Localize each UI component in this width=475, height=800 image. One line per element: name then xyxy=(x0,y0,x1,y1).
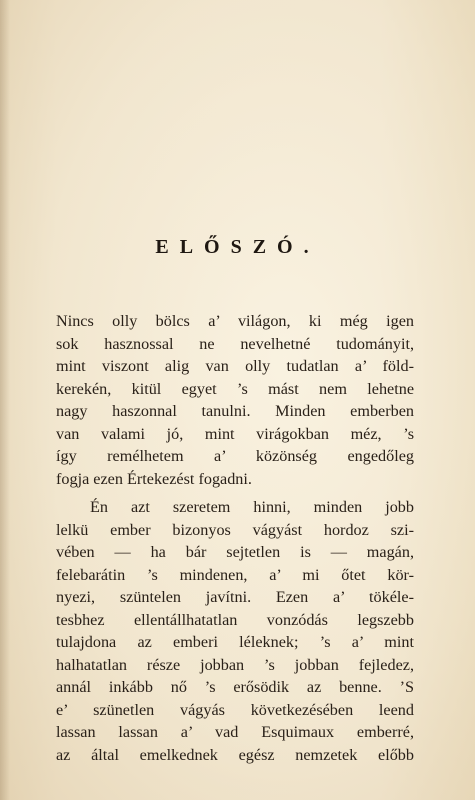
paragraph-2 xyxy=(56,496,414,766)
paragraph-line: nagy haszonnal tanulni. Minden emberben xyxy=(56,402,414,420)
paragraph-line: így remélhetem a’ közönség engedőleg xyxy=(56,447,414,465)
page-edge-shadow xyxy=(0,0,10,800)
paragraph-line: fogja ezen Értekezést fogadni. xyxy=(56,469,252,488)
paragraph-line: tulajdona az emberi léleknek; ’s a’ mint xyxy=(56,633,414,651)
paragraph-line: nyezi, szüntelen javítni. Ezen a’ tökéle- xyxy=(56,588,414,606)
paragraph-line: tesbhez ellentállhatatlan vonzódás legszebb xyxy=(56,610,414,629)
paragraph-line: annál inkább nő ’s erősödik az benne. ’S xyxy=(56,678,414,696)
paragraph-line: az által emelkednek egész nemzetek előbb xyxy=(56,745,414,764)
paragraph-line: felebarátin ’s mindenen, a’ mi őtet kör- xyxy=(56,565,414,584)
paragraph-line: lassan lassan a’ vad Esquimaux emberré, xyxy=(56,723,414,741)
paragraph-line: kerekén, kitül egyet ’s mást nem lehetne xyxy=(56,379,414,398)
paragraph-line: vében — ha bár sejtetlen is — magán, xyxy=(56,543,414,561)
paragraph-line: van valami jó, mint virágokban méz, ’s xyxy=(56,424,414,443)
paragraph-line: e’ szünetlen vágyás következésében leend xyxy=(56,700,414,719)
paragraph-line: Nincs olly bölcs a’ világon, ki még igen xyxy=(56,312,414,330)
paragraph-line: halhatatlan része jobban ’s jobban fejledez, xyxy=(56,655,414,674)
paragraph-line: lelkü ember bizonyos vágyást hordoz szi- xyxy=(56,520,414,539)
paragraph-line: Én azt szeretem hinni, minden jobb xyxy=(90,498,414,516)
paragraph-line: sok hasznossal ne nevelhetné tudományit, xyxy=(56,334,414,353)
page-heading: ELŐSZÓ. xyxy=(155,236,320,258)
paragraph-line: mint viszont alig van olly tudatlan a’ föld- xyxy=(56,357,414,375)
paragraph-1 xyxy=(56,310,414,490)
